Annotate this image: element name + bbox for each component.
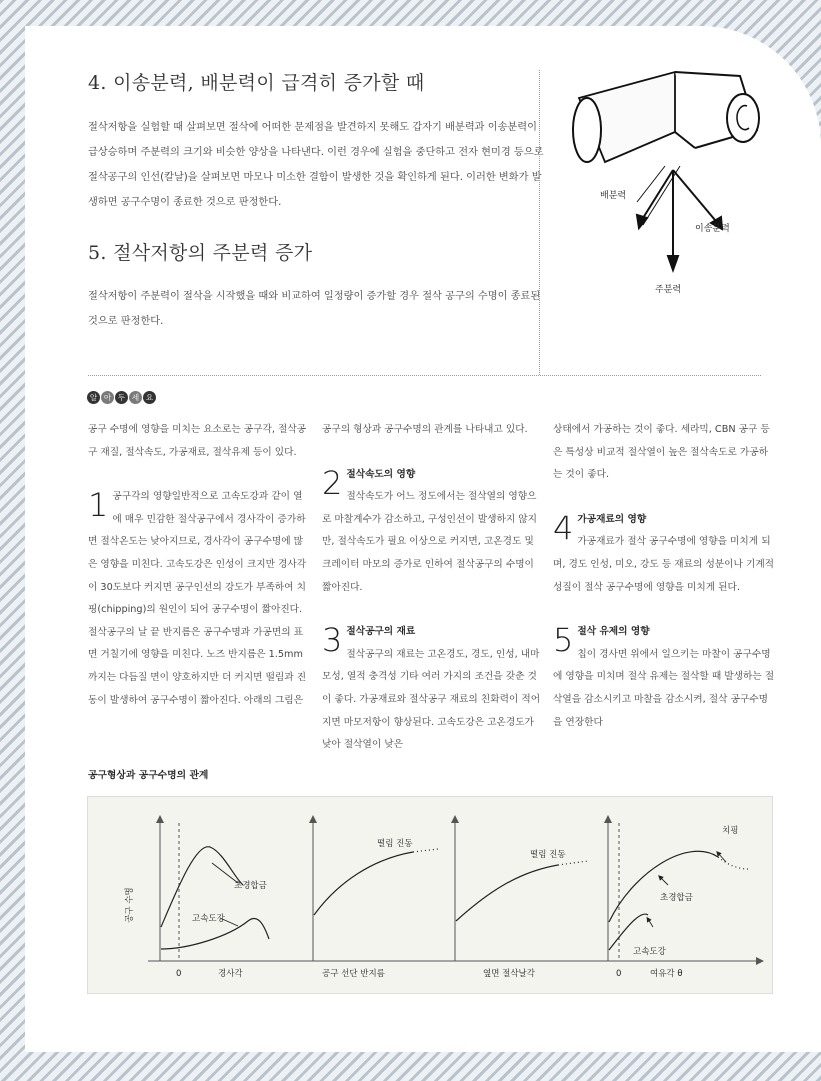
horizontal-divider bbox=[88, 375, 761, 376]
tip-badge bbox=[87, 391, 156, 404]
badge-char: 세 bbox=[129, 391, 142, 404]
carbide-label-4: 초경합금 bbox=[660, 893, 693, 903]
note-item-1 bbox=[88, 486, 310, 712]
note-number-5: 5 bbox=[553, 621, 574, 660]
section5-body: 절삭저항이 주분력이 절삭을 시작했을 때와 비교하여 일정량이 증가할 경우 절삭 공구의 수명이 종료된 것으로 판정한다. bbox=[88, 291, 541, 327]
label-main-force: 주분력 bbox=[655, 285, 682, 295]
chipping-label-4: 치핑 bbox=[722, 826, 739, 836]
note-item-5 bbox=[553, 621, 775, 734]
note-item-4 bbox=[553, 509, 775, 599]
chatter-label-2: 떨림 진동 bbox=[377, 839, 413, 849]
note-number-3: 3 bbox=[322, 621, 343, 660]
note-number-2: 2 bbox=[322, 463, 343, 502]
label-back-force: 배분력 bbox=[600, 191, 627, 201]
badge-char: 두 bbox=[115, 391, 128, 404]
badge-char: 알 bbox=[87, 391, 100, 404]
notes-column-1 bbox=[88, 419, 310, 712]
badge-char: 요 bbox=[143, 391, 156, 404]
label-feed-force: 이송분력 bbox=[695, 224, 730, 234]
hss-label-4: 고속도강 bbox=[633, 947, 666, 957]
x-label-4: 여유각 θ bbox=[650, 969, 683, 979]
note-text-3: 절삭공구의 재료는 고온경도, 경도, 인성, 내마모성, 열적 충격성 기타 여러 가지의 조건을 갖춘 것이 좋다. 가공재료와 절삭공구 재료의 친화력이 적어지면 마모저항이 향상된다. 고속도강은 고온경도가 낮아 절삭열이 낮은 bbox=[322, 648, 541, 751]
force-arrows bbox=[637, 166, 722, 270]
diagram-pointers bbox=[212, 853, 726, 927]
note-item-3 bbox=[322, 621, 544, 757]
badge-char: 아 bbox=[101, 391, 114, 404]
notes-intro: 공구 수명에 영향을 미치는 요소로는 공구각, 절삭공구 재질, 절삭속도, 가공재료, 절삭유제 등이 있다. bbox=[88, 424, 307, 458]
note-item-2 bbox=[322, 464, 544, 600]
x-label-3: 옆면 절삭날각 bbox=[483, 969, 535, 979]
note-number-1: 1 bbox=[88, 486, 109, 525]
y-axis-label: 공구 수명 bbox=[125, 887, 135, 923]
zero-label-1: 0 bbox=[176, 969, 182, 979]
note-text-4: 가공재료가 절삭 공구수명에 영향을 미치게 되며, 경도 인성, 미오, 강도 등 재료의 성분이나 기계적 성질이 절삭 공구수명에 영향을 미치게 된다. bbox=[553, 536, 775, 593]
carbide-label-1: 초경합금 bbox=[234, 881, 267, 891]
note-title-4: 가공재료의 영향 bbox=[577, 513, 647, 525]
page bbox=[25, 26, 821, 1052]
note-text-5: 칩이 경사면 위에서 일으키는 마찰이 공구수명에 영향을 미치며 절삭 유제는 절삭할 때 발생하는 절삭열을 감소시키고 마찰을 감소시켜, 절삭 공구수명을 연장한다 bbox=[553, 648, 775, 728]
tool-life-diagram bbox=[87, 796, 773, 994]
notes-column-3 bbox=[553, 419, 775, 734]
section5-title: 5. 절삭저항의 주분력 증가 bbox=[88, 242, 313, 264]
chart-title: 공구형상과 공구수명의 관계 bbox=[88, 770, 209, 781]
vertical-divider bbox=[539, 70, 540, 375]
tool-life-diagram-svg bbox=[88, 797, 772, 993]
note-text-1: 공구각의 영향일반적으로 고속도강과 같이 열에 매우 민감한 절삭공구에서 경사각이 증가하면 절삭온도는 낮아지므로, 경사각이 공구수명에 많은 영향을 미친다. 고속도강은 인성이 크지만 경사각이 30도보다 커지면 공구인선의 강도가 부족하여 치핑(chipping)의 원인이 되어 공구수명이 짧아진다. 절삭공구의 날 끝 반지름은 공구수명과 가공면의 표면 거칠기에 영향을 미친다. 노즈 반지름은 1.5mm 까지는 다듬질 면이 양호하지만 더 커지면 떨림과 진동이 발생하여 공구수명이 짧아진다. 아래의 그림은 bbox=[88, 491, 307, 706]
cutting-force-illustration bbox=[565, 70, 765, 300]
section4-title: 4. 이송분력, 배분력이 급격히 증가할 때 bbox=[88, 72, 425, 94]
note-text-2: 절삭속도가 어느 정도에서는 절삭열의 영향으로 마찰계수가 감소하고, 구성인선이 발생하지 않지만, 절삭속도가 필요 이상으로 커지면, 고온경도 및 크레이터 마모의 증가로 인하여 절삭공구의 수명이 짧아진다. bbox=[322, 491, 537, 593]
section4-body: 절삭저항을 실험할 때 살펴보면 절삭에 어떠한 문제점을 발견하지 못해도 갑자기 배분력과 이송분력이 급상승하며 주분력의 크기와 비슷한 양상을 나타낸다. 이런 경우에 실험을 중단하고 전자 현미경 등으로 절삭공구의 인선(칼날)을 살펴보면 마모나 미소한 결함이 발생한 것을 확인하게 된다. 이러한 변화가 발생하면 공구수명이 종료한 것으로 판정한다. bbox=[88, 122, 544, 208]
note-number-4: 4 bbox=[553, 508, 574, 547]
x-label-2: 공구 선단 반지름 bbox=[322, 969, 385, 979]
col2-continuation: 공구의 형상과 공구수명의 관계를 나타내고 있다. bbox=[322, 424, 528, 435]
col3-continuation: 상태에서 가공하는 것이 좋다. 세라믹, CBN 공구 등은 특성상 비교적 절삭열이 높은 절삭속도로 가공하는 것이 좋다. bbox=[553, 424, 770, 481]
notes-column-2 bbox=[322, 419, 544, 757]
note-title-3: 절삭공구의 재료 bbox=[346, 626, 416, 638]
note-title-5: 절삭 유제의 영향 bbox=[577, 626, 650, 638]
zero-label-4: 0 bbox=[616, 969, 622, 979]
workpiece-cylinder bbox=[573, 72, 759, 162]
hss-label-1: 고속도강 bbox=[192, 914, 225, 924]
x-label-1: 경사각 bbox=[218, 969, 243, 979]
chatter-label-3: 떨림 진동 bbox=[530, 850, 566, 860]
note-title-2: 절삭속도의 영향 bbox=[346, 468, 416, 480]
